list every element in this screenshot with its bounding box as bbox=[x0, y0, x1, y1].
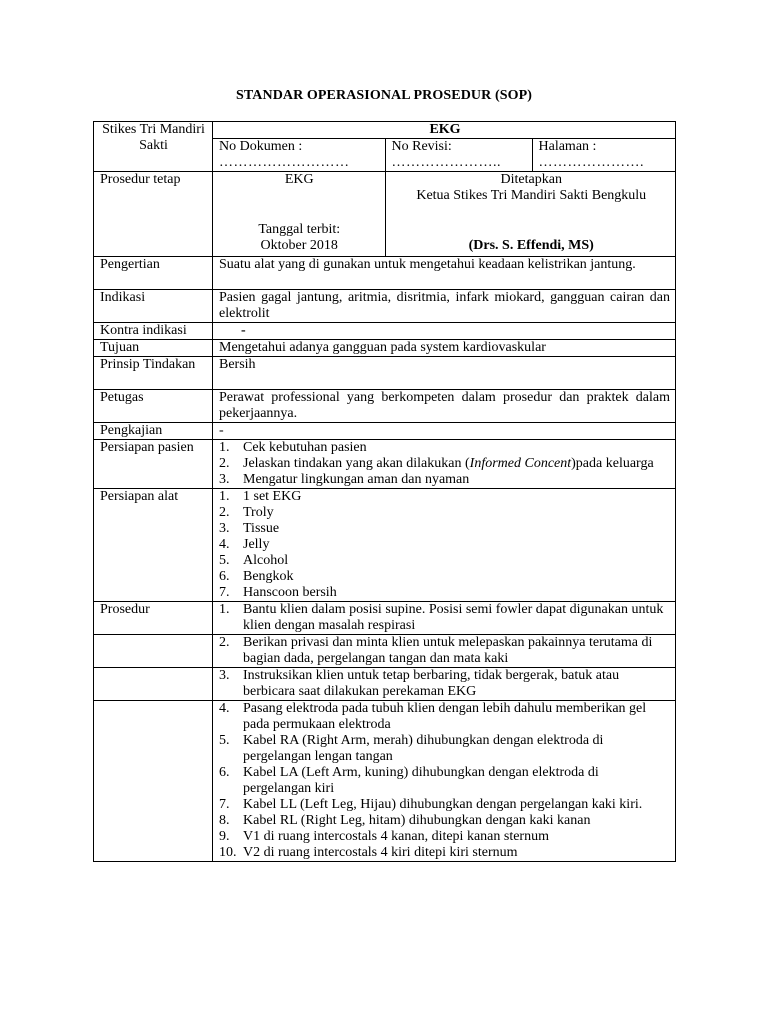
pengkajian-text: - bbox=[213, 423, 676, 440]
kontra-text: - bbox=[213, 323, 676, 340]
protap-name: EKG bbox=[284, 172, 314, 187]
header-row bbox=[94, 122, 676, 172]
list-item: 1. 1 set EKG bbox=[219, 489, 302, 504]
tujuan-label: Tujuan bbox=[94, 340, 213, 357]
indikasi-row bbox=[94, 290, 676, 323]
kontra-label: Kontra indikasi bbox=[94, 323, 213, 340]
pengertian-text: Suatu alat yang di gunakan untuk mengetahui keadaan kelistrikan jantung. bbox=[213, 257, 676, 290]
persiapan-pasien-row bbox=[94, 440, 676, 489]
no-revisi-cell bbox=[385, 139, 532, 172]
no-revisi-label: No Revisi: bbox=[391, 139, 452, 154]
halaman-value: …………………. bbox=[538, 155, 644, 170]
prosedur-step-1 bbox=[213, 602, 676, 635]
petugas-label: Petugas bbox=[94, 390, 213, 423]
prosedur-step-3 bbox=[213, 668, 676, 701]
list-item: 7. Hanscoon bersih bbox=[219, 585, 337, 600]
kontra-row bbox=[94, 323, 676, 340]
persiapan-alat-label: Persiapan alat bbox=[94, 489, 213, 602]
tujuan-text: Mengetahui adanya gangguan pada system kardiovaskular bbox=[213, 340, 676, 357]
list-item: 9. V1 di ruang intercostals 4 kanan, ditepi kanan sternum bbox=[219, 829, 549, 844]
prosedur-row-4 bbox=[94, 701, 676, 862]
prosedur-row-3 bbox=[94, 668, 676, 701]
protap-row bbox=[94, 172, 676, 257]
protap-left bbox=[213, 172, 385, 256]
pengertian-row bbox=[94, 257, 676, 290]
list-item: 2. Jelaskan tindakan yang akan dilakukan (Informed Concent)pada keluarga bbox=[219, 456, 654, 471]
prosedur-step-2 bbox=[213, 635, 676, 668]
list-item: 1. Bantu klien dalam posisi supine. Posisi semi fowler dapat digunakan untuk klien dengan masalah respirasi bbox=[219, 602, 664, 633]
list-item: 3. Instruksikan klien untuk tetap berbaring, tidak bergerak, batuk atau berbicara saat dilakukan perekaman EKG bbox=[219, 668, 620, 699]
informed-concent-term: Informed Concent bbox=[469, 456, 572, 471]
no-dokumen-value: ……………………… bbox=[219, 155, 350, 170]
protap-cell bbox=[213, 172, 676, 257]
prinsip-text: Bersih bbox=[213, 357, 676, 390]
halaman-label: Halaman : bbox=[538, 139, 597, 154]
list-item: 7. Kabel LL (Left Leg, Hijau) dihubungkan dengan pergelangan kaki kiri. bbox=[219, 797, 643, 812]
sop-table bbox=[93, 121, 676, 862]
list-item: 4. Pasang elektroda pada tubuh klien dengan lebih dahulu memberikan gel pada permukaan elektroda bbox=[219, 701, 647, 732]
page-title: STANDAR OPERASIONAL PROSEDUR (SOP) bbox=[235, 88, 532, 103]
protap-label: Prosedur tetap bbox=[94, 172, 213, 257]
header-info-cell bbox=[213, 122, 676, 172]
prinsip-label: Prinsip Tindakan bbox=[94, 357, 213, 390]
list-item: 3. Tissue bbox=[219, 521, 280, 536]
empty-cell bbox=[94, 635, 213, 668]
prosedur-steps-rest bbox=[213, 701, 676, 862]
protap-right bbox=[385, 172, 676, 256]
persiapan-pasien-cell bbox=[213, 440, 676, 489]
petugas-text: Perawat professional yang berkompeten dalam prosedur dan praktek dalam pekerjaannya. bbox=[213, 390, 676, 423]
list-item: 2. Troly bbox=[219, 505, 274, 520]
petugas-row bbox=[94, 390, 676, 423]
no-dokumen-label: No Dokumen : bbox=[219, 139, 303, 154]
prinsip-row bbox=[94, 357, 676, 390]
ditetapkan-label: Ditetapkan bbox=[500, 172, 562, 187]
signer-name: (Drs. S. Effendi, MS) bbox=[468, 238, 594, 253]
tanggal-label: Tanggal terbit: bbox=[258, 222, 341, 237]
persiapan-alat-row bbox=[94, 489, 676, 602]
list-item: 6. Kabel LA (Left Arm, kuning) dihubungkan dengan elektroda di pergelangan kiri bbox=[219, 765, 599, 796]
tujuan-row bbox=[94, 340, 676, 357]
tanggal-value: Oktober 2018 bbox=[260, 238, 338, 253]
list-item: 6. Bengkok bbox=[219, 569, 294, 584]
persiapan-alat-cell bbox=[213, 489, 676, 602]
indikasi-text: Pasien gagal jantung, aritmia, disritmia, infark miokard, gangguan cairan dan elektrolit bbox=[213, 290, 676, 323]
pengkajian-label: Pengkajian bbox=[94, 423, 213, 440]
list-item: 8. Kabel RL (Right Leg, hitam) dihubungkan dengan kaki kanan bbox=[219, 813, 591, 828]
prosedur-row-1 bbox=[94, 602, 676, 635]
ketua-label: Ketua Stikes Tri Mandiri Sakti Bengkulu bbox=[416, 188, 647, 203]
list-item: 5. Alcohol bbox=[219, 553, 289, 568]
prosedur-row-2 bbox=[94, 635, 676, 668]
list-item: 2. Berikan privasi dan minta klien untuk melepaskan pakainnya terutama di bagian dada, pergelangan tangan dan mata kaki bbox=[219, 635, 653, 666]
indikasi-label: Indikasi bbox=[94, 290, 213, 323]
list-item: 5. Kabel RA (Right Arm, merah) dihubungkan dengan elektroda di pergelangan lengan tangan bbox=[219, 733, 604, 764]
no-dokumen-cell bbox=[213, 139, 385, 172]
institution-name: Stikes Tri Mandiri Sakti bbox=[102, 122, 205, 153]
prosedur-label: Prosedur bbox=[94, 602, 213, 635]
persiapan-pasien-label: Persiapan pasien bbox=[94, 440, 213, 489]
pengertian-label: Pengertian bbox=[94, 257, 213, 290]
no-revisi-value: ………………….. bbox=[391, 155, 501, 170]
list-item: 1. Cek kebutuhan pasien bbox=[219, 440, 367, 455]
list-item: 10. V2 di ruang intercostals 4 kiri ditepi kiri sternum bbox=[219, 845, 518, 860]
list-item: 3. Mengatur lingkungan aman dan nyaman bbox=[219, 472, 470, 487]
institution-cell bbox=[94, 122, 213, 172]
empty-cell bbox=[94, 701, 213, 862]
halaman-cell bbox=[532, 139, 676, 172]
empty-cell bbox=[94, 668, 213, 701]
list-item: 4. Jelly bbox=[219, 537, 270, 552]
doc-title: EKG bbox=[213, 122, 676, 139]
pengkajian-row bbox=[94, 423, 676, 440]
